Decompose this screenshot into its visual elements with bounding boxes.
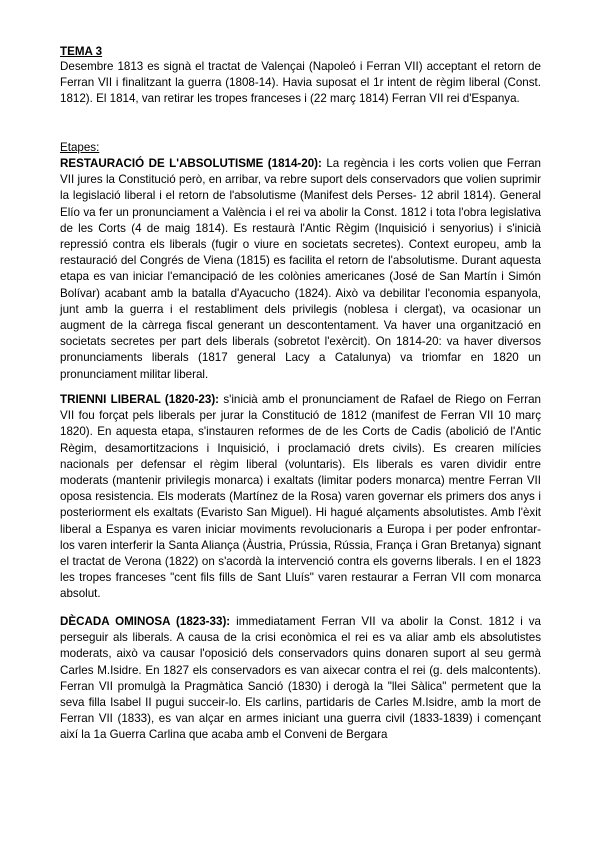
stages-heading-text: Etapes:	[60, 141, 100, 154]
section-heading: RESTAURACIÓ DE L'ABSOLUTISME (1814-20):	[60, 157, 322, 170]
section-heading: TRIENNI LIBERAL (1820-23):	[60, 393, 220, 406]
section-decada-ominosa	[60, 614, 541, 744]
section-body: immediatament Ferran VII va abolir la Const. 1812 i va perseguir als liberals. A causa de la crisi econòmica el rei es va aliar amb els absolutistes moderats, això va causar l'oposició dels conservadors quins donaren suport al seu germà Carles M.Isidre. En 1827 els conservadors es van aixecar contra el rei (g. dels malcontents). Ferran VII promulgà la Pragmàtica Sanció (1830) i derogà la "llei Sàlica" permetent que la seva filla Isabel II pugui succeir-lo. Els carlins, partidaris de Carles M.Isidre, amb la mort de Ferran VII (1833), es van alçar en armes iniciant una guerra civil (1833-1839) i començant així la 1a Guerra Carlina que acaba amb el Conveni de Bergara	[60, 615, 541, 742]
stages-heading	[60, 140, 99, 156]
topic-title-text: TEMA 3	[60, 45, 103, 58]
section-body: La regència i les corts volien que Ferran VII jures la Constitució però, en arribar, va rebre suport dels conservadors que volien suprimir la legislació liberal i el retorn de l'absolutisme (Manifest dels Perses- 12 abril 1814). General Elío va fer un pronunciament a València i el rei va abolir la Const. 1812 i tota l'obra legislativa de les Corts (4 de maig 1814). Es restaurà l'Antic Règim (Inquisició i senyorius) i s'inicià repressió contra els liberals (fugir o viure en societats secretes). Context europeu, amb la restauració del Congrés de Viena (1815) es facilita el retorn de l'absolutisme. Durant aquesta etapa es van iniciar l'emancipació de les colònies americanes (José de San Martín i Simón Bolívar) acabant amb la batalla d'Ayacucho (1824). Això va debilitar l'economia espanyola, junt amb la guerra i el restabliment dels privilegis (noblesa i clergat), va ocasionar un augment de la càrrega fiscal generant un descontentament. Va haver una organització en societats secretes per part dels liberals (sobretot l'exèrcit). On 1814-20: va haver diversos pronunciaments liberals (1817 general Lacy a Catalunya) va triomfar en 1820 un pronunciament militar liberal.	[60, 157, 541, 381]
section-heading: DÈCADA OMINOSA (1823-33):	[60, 615, 231, 628]
section-trienni	[60, 392, 541, 603]
intro-paragraph: Desembre 1813 es signà el tractat de Valençai (Napoleó i Ferran VII) acceptant el retorn de Ferran VII i finalitzant la guerra (1808-14). Havia suposat el 1r intent de règim liberal (Const. 1812). El 1814, van retirar les tropes franceses i (22 març 1814) Ferran VII rei d'Espanya.	[60, 60, 541, 106]
section-body: s'inicià amb el pronunciament de Rafael de Riego on Ferran VII fou forçat pels liberals per jurar la Constitució de 1812 (manifest de Ferran VII 10 març 1820). En aquesta etapa, s'instauren reformes de de les Corts de Cadis (abolició de l'Antic Règim, desamortitzacions i Inquisició, i proclamació drets civils). Es crearen milícies nacionals per defensar el règim liberal (voluntaris). Els liberals es varen dividir entre moderats (mantenir privilegis monarca) i exaltats (limitar poders monarca) mentre Ferran VII oposa resistencia. Els moderats (Martínez de la Rosa) varen governar els primers dos anys i posteriorment els exaltats (Evaristo San Miguel). Hi hagué alçaments absolutistes. Amb l'èxit liberal a Espanya es varen iniciar moviments revolucionaris a Europa i per poder enfrontar-los varen interferir la Santa Aliança (Àustria, Prússia, Rússia, França i Gran Bretanya) signant el tractat de Verona (1822) on s'acordà la intervenció contra els governs liberals. I en el 1823 les tropes franceses "cent fils fills de Sant Lluís" varen restaurar a Ferran VII com monarca absolut.	[60, 393, 541, 601]
topic-title	[60, 44, 102, 60]
section-restauracio	[60, 156, 541, 383]
